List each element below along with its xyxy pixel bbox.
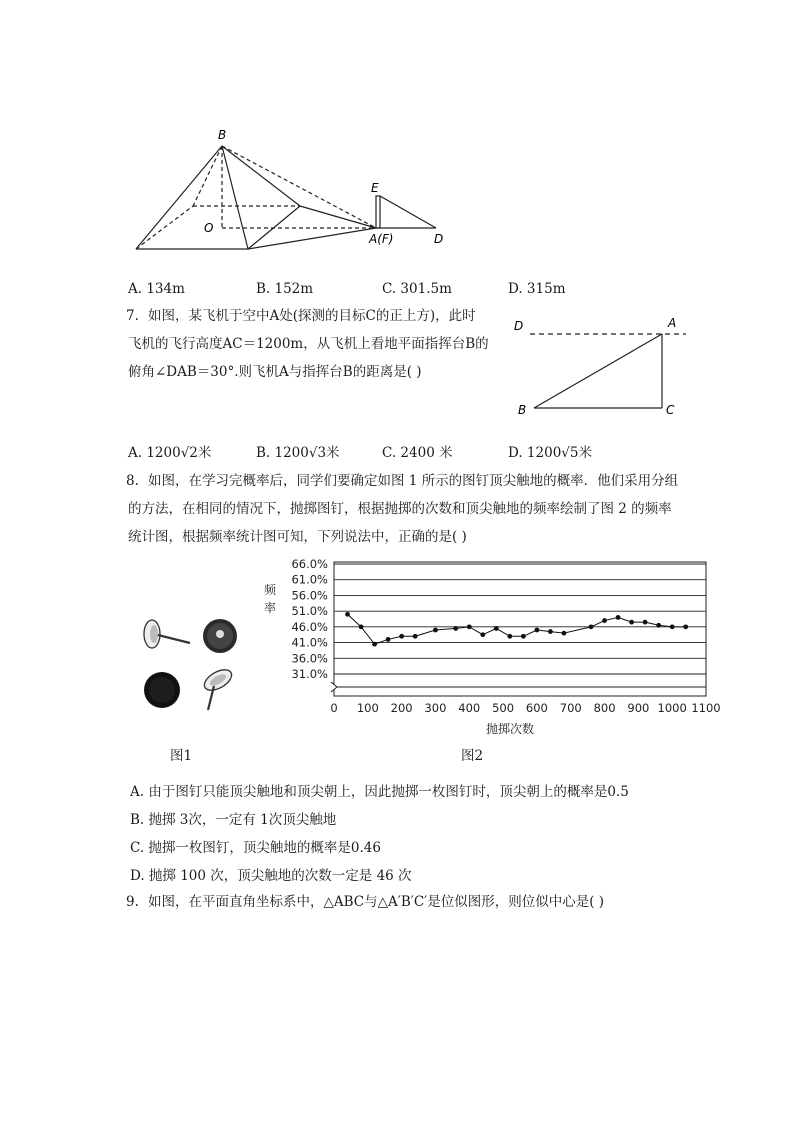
label-af: A(F) <box>369 232 394 246</box>
q8-option-c[interactable]: C. 抛掷一枚图钉，顶尖触地的概率是0.46 <box>130 840 381 856</box>
q7-option-b[interactable]: B. 1200√3米 <box>256 445 340 461</box>
frequency-chart <box>254 556 724 746</box>
fig2-caption: 图2 <box>461 748 484 764</box>
data-point <box>413 634 418 639</box>
x-tick-label: 900 <box>627 701 650 715</box>
label-a-7: A <box>668 316 677 330</box>
label-d: D <box>434 232 444 246</box>
data-point <box>467 624 472 629</box>
data-point <box>629 620 634 625</box>
data-point <box>453 626 458 631</box>
y-tick-label: 51.0% <box>291 604 328 619</box>
y-tick-label: 41.0% <box>291 635 328 650</box>
data-point <box>399 634 404 639</box>
label-e: E <box>371 181 379 195</box>
fig1-caption: 图1 <box>170 748 193 764</box>
data-point <box>616 615 621 620</box>
x-axis-label: 抛掷次数 <box>485 722 535 736</box>
q7-option-d[interactable]: D. 1200√5米 <box>508 445 592 461</box>
q9-text: 如图，在平面直角坐标系中，△ABC与△A′B′C′是位似图形，则位似中心是( ) <box>148 894 605 910</box>
x-tick-label: 100 <box>356 701 379 715</box>
thumbtack-icon <box>203 619 237 653</box>
q8-option-b[interactable]: B. 抛掷 3次，一定有 1次顶尖触地 <box>130 812 337 828</box>
data-point <box>359 624 364 629</box>
data-point <box>643 620 648 625</box>
triangle-figure <box>510 314 700 420</box>
q8-number: 8. <box>126 473 139 489</box>
y-axis-label: 频 <box>263 583 277 597</box>
data-point <box>494 626 499 631</box>
label-b-7: B <box>518 403 527 417</box>
thumbtack-figure <box>134 610 244 720</box>
data-point <box>480 632 485 637</box>
q6-option-b[interactable]: B. 152m <box>256 281 314 297</box>
label-d-7: D <box>514 319 524 333</box>
data-point <box>602 618 607 623</box>
x-tick-label: 200 <box>390 701 413 715</box>
data-point <box>372 642 377 647</box>
thumbtack-icon <box>144 672 180 708</box>
x-tick-label: 1100 <box>691 701 721 715</box>
y-tick-label: 61.0% <box>291 572 328 587</box>
y-tick-label: 36.0% <box>291 651 328 666</box>
data-point <box>670 624 675 629</box>
q8-option-a[interactable]: A. 由于图钉只能顶尖触地和顶尖朝上，因此抛掷一枚图钉时，顶尖朝上的概率是0.5 <box>130 784 629 800</box>
data-point <box>521 634 526 639</box>
q7-line-3: 俯角∠DAB＝30°.则飞机A与指挥台B的距离是( ) <box>128 364 422 380</box>
data-point <box>386 637 391 642</box>
data-point <box>507 634 512 639</box>
q7-number: 7. <box>126 308 139 324</box>
data-point <box>548 629 553 634</box>
q7-line-1: 如图，某飞机于空中A处(探测的目标C的正上方)，此时 <box>148 308 476 324</box>
q9-number: 9. <box>126 894 139 910</box>
q6-option-a[interactable]: A. 134m <box>128 281 185 297</box>
thumbtack-icon <box>144 620 190 648</box>
q6-option-c[interactable]: C. 301.5m <box>382 281 452 297</box>
data-point <box>433 628 438 633</box>
q6-option-d[interactable]: D. 315m <box>508 281 566 297</box>
label-c-7: C <box>666 403 675 417</box>
data-point <box>345 612 350 617</box>
data-point <box>562 631 567 636</box>
data-point <box>589 624 594 629</box>
q7-option-c[interactable]: C. 2400 米 <box>382 445 453 461</box>
x-tick-label: 0 <box>330 701 338 715</box>
label-b: B <box>218 128 227 142</box>
x-tick-label: 600 <box>525 701 548 715</box>
y-tick-label: 46.0% <box>291 619 328 634</box>
x-tick-label: 800 <box>593 701 616 715</box>
y-tick-label: 31.0% <box>291 667 328 681</box>
q7-line-2: 飞机的飞行高度AC＝1200m，从飞机上看地平面指挥台B的 <box>128 336 489 352</box>
q8-line-1: 如图，在学习完概率后，同学们要确定如图 1 所示的图钉顶尖触地的概率．他们采用分组 <box>148 473 679 489</box>
q8-option-d[interactable]: D. 抛掷 100 次，顶尖触地的次数一定是 46 次 <box>130 868 412 884</box>
data-point <box>656 623 661 628</box>
data-point <box>683 624 688 629</box>
y-tick-label: 56.0% <box>291 588 328 603</box>
x-tick-label: 400 <box>458 701 481 715</box>
x-tick-label: 1000 <box>657 701 687 715</box>
x-tick-label: 300 <box>424 701 447 715</box>
q7-option-a[interactable]: A. 1200√2米 <box>128 445 212 461</box>
pyramid-figure <box>128 124 458 254</box>
data-point <box>535 628 540 633</box>
x-tick-label: 500 <box>492 701 515 715</box>
y-axis-label: 率 <box>263 601 277 615</box>
label-o: O <box>204 221 214 235</box>
q8-line-2: 的方法，在相同的情况下，抛掷图钉，根据抛掷的次数和顶尖触地的频率绘制了图 2 的频率 <box>128 501 672 517</box>
thumbtack-icon <box>201 666 235 710</box>
y-tick-label: 66.0% <box>291 557 328 571</box>
series-line <box>348 614 686 644</box>
q8-line-3: 统计图，根据频率统计图可知，下列说法中，正确的是( ) <box>128 529 467 545</box>
plot-frame <box>334 562 706 696</box>
x-tick-label: 700 <box>559 701 582 715</box>
